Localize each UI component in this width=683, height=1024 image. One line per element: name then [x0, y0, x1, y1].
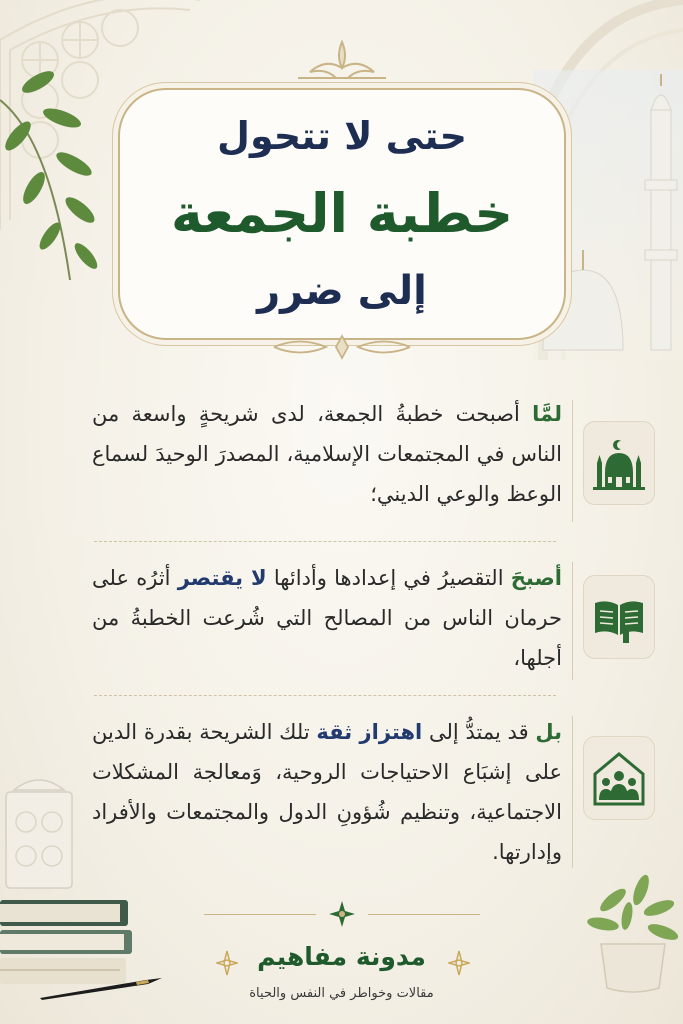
potted-plant-decoration — [583, 860, 683, 1000]
paragraph-2-highlight: لا يقتصر — [177, 566, 267, 590]
olive-branch-decoration — [0, 60, 120, 290]
title-line-3: إلى ضرر — [257, 268, 427, 314]
section-2-separator — [572, 562, 573, 680]
title-bottom-ornament — [270, 332, 414, 362]
paragraph-2-lead: أصبحَ — [510, 566, 562, 590]
section-1-separator — [572, 400, 573, 522]
paragraph-2-text-a: التقصيرُ في إعدادها وأدائها — [266, 566, 511, 590]
title-line-1: حتى لا تتحول — [216, 114, 468, 158]
paragraph-1-text: أصبحت خطبةُ الجمعة، لدى شريحةٍ واسعة من الناس في المجتمعات الإسلامية، المصدرَ الوحيدَ لسماع الوعظ والوعي الديني؛ — [92, 402, 562, 506]
paragraph-2-text-b: أثرُه على حرمان الناس من المصالح التي شُرعت الخطبةُ من أجلها، — [92, 566, 562, 670]
paragraph-1 — [92, 394, 562, 514]
paragraph-3-text-a: قد يمتدُّ إلى — [422, 720, 536, 744]
paragraph-1-lead: لمَّا — [532, 402, 562, 426]
title-frame — [118, 88, 566, 340]
blog-name: مدونة مفاهيم — [257, 942, 426, 971]
section-2-icon-tile — [583, 575, 655, 659]
paragraph-3-highlight: اهتزاز ثقة — [316, 720, 423, 744]
lantern-decoration — [0, 770, 78, 894]
paragraph-3 — [92, 712, 562, 872]
section-3-icon-tile — [583, 736, 655, 820]
section-divider-2 — [94, 695, 556, 696]
star-ornament-icon — [328, 900, 356, 928]
mosque-icon — [591, 433, 647, 493]
title-top-ornament — [296, 38, 388, 86]
footer-line-right — [368, 914, 480, 915]
section-divider-1 — [94, 541, 556, 542]
section-3-separator — [572, 716, 573, 868]
footer-line-left — [204, 914, 316, 915]
paragraph-3-text-b: تلك الشريحة بقدرة الدين على إشبَاع الاحتياجات الروحية، وَمعالجة المشكلات الاجتماعية، وتنظيم شُؤونِ الدول والمجتمعات والأفراد وإدارتها. — [92, 720, 562, 864]
title-line-2: خطبة الجمعة — [170, 182, 514, 245]
blog-tagline: مقالات وخواطر في النفس والحياة — [249, 986, 434, 1001]
community-icon — [591, 748, 647, 808]
paragraph-2 — [92, 558, 562, 678]
section-1-icon-tile — [583, 421, 655, 505]
open-book-icon — [591, 587, 647, 647]
paragraph-3-lead: بل — [535, 720, 562, 744]
